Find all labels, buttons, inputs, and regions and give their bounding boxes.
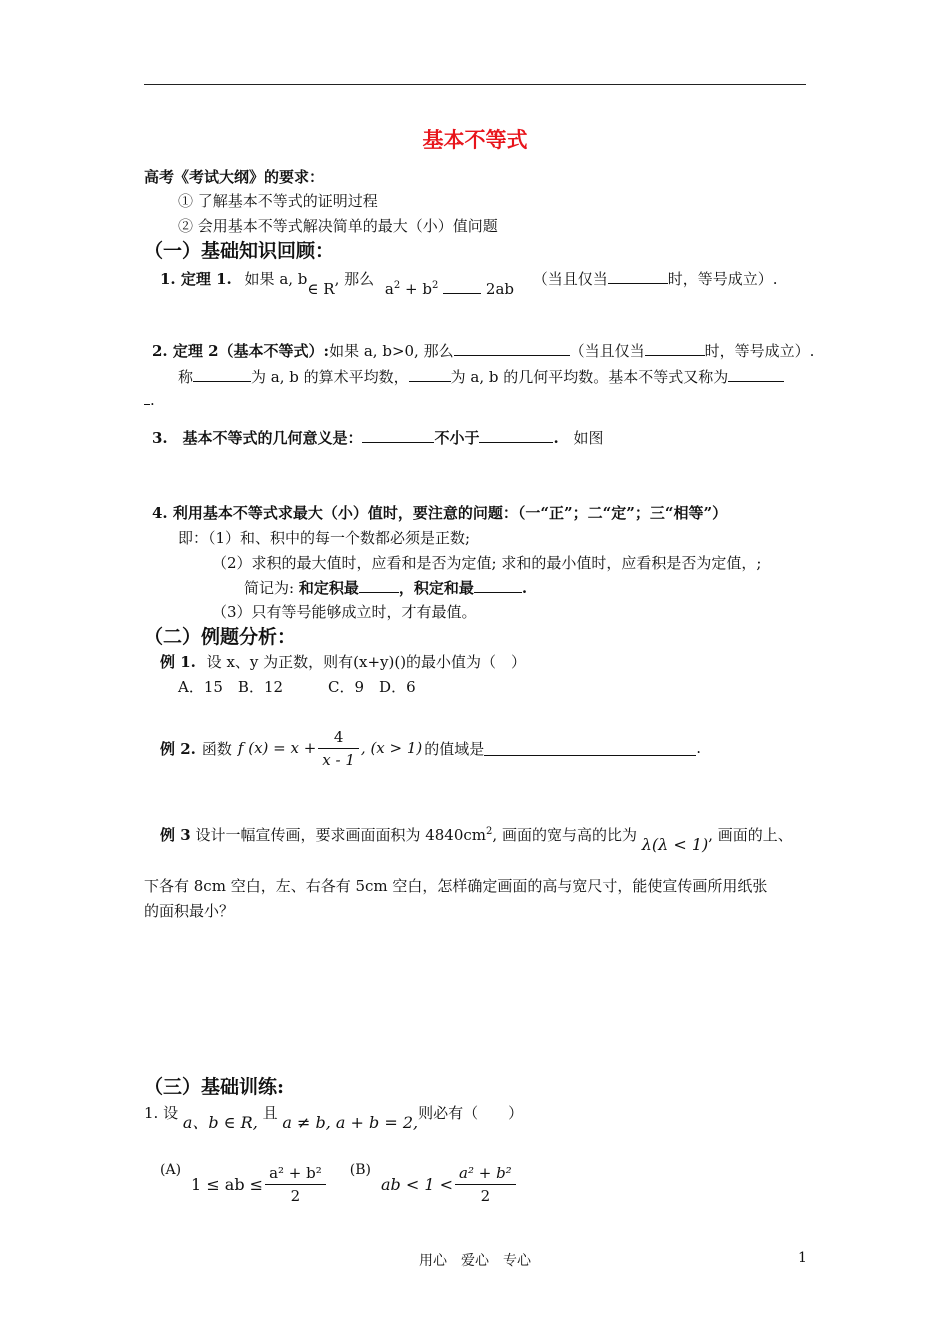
page-title: 基本不等式 — [422, 127, 528, 152]
example-1-options: A．15 B．12 C．9 D．6 — [178, 678, 416, 696]
answer-blank[interactable] — [362, 428, 434, 443]
theorem-2-line-3: . — [144, 390, 155, 409]
example-2-fraction: $\frac{4}{x - 1}$ — [318, 728, 359, 769]
example-2: 例 2. 函数 f (x) = x + $\frac{4}{x - 1}$ , (x > 1) 的值域是 . — [160, 727, 702, 769]
answer-blank[interactable] — [479, 428, 553, 443]
answer-blank[interactable] — [645, 341, 705, 356]
option-a-fraction: $\frac{\text{a² + b²}}{2}$ — [265, 1164, 326, 1205]
geometric-meaning: 3. 基本不等式的几何意义是： 不小于 . 如图 — [152, 429, 604, 447]
answer-blank[interactable] — [474, 578, 522, 593]
example-1: 例 1. 设 x、y 为正数，则有(x+y)()的最小值为（ ） — [160, 653, 527, 671]
answer-blank[interactable] — [443, 279, 481, 294]
example-3: 例 3 设计一幅宣传画，要求画面面积为 $4840cm^2$, 画面的宽与高的比为 λ(λ < 1), 画面的上、 — [160, 826, 793, 854]
theorem-2-line-2: 称 为 a, b 的算术平均数， 为 a, b 的几何平均数。基本不等式又称为 — [178, 366, 784, 387]
footer-motto: 用心 爱心 专心 — [419, 1253, 531, 1269]
note-line-3: 简记为: 和定积最 ，积定和最 . — [244, 579, 528, 597]
syllabus-item-2: ② 会用基本不等式解决简单的最大（小）值问题 — [178, 217, 498, 235]
section-heading-review: （一）基础知识回顾： — [144, 240, 335, 262]
practice-question-1: 1. 设 a、b ∈ R, 且 a ≠ b, a + b = 2,则必有（ ） — [144, 1104, 524, 1132]
syllabus-item-1: ① 了解基本不等式的证明过程 — [178, 192, 378, 210]
theorem-1-expression: $a^2 + b^2$ 2ab — [384, 280, 514, 298]
note-line-4: （3）只有等号能够成立时，才有最值。 — [212, 603, 477, 621]
syllabus-heading: 高考《考试大纲》的要求： — [144, 168, 325, 186]
answer-blank[interactable] — [484, 741, 696, 756]
answer-blank[interactable] — [359, 578, 399, 593]
answer-blank[interactable] — [454, 341, 570, 356]
option-b-fraction: $\frac{\text{a² + b²}}{2}$ — [455, 1164, 516, 1205]
section-heading-examples: （二）例题分析： — [144, 626, 297, 648]
theorem-2: 2. 定理 2（基本不等式）:如果 a, b>0, 那么 （当且仅当 时，等号成立）. — [152, 342, 815, 360]
answer-blank[interactable] — [728, 367, 784, 382]
note-line-1: 即：（1）和、积中的每一个数都必须是正数; — [178, 529, 471, 547]
answer-blank[interactable] — [409, 367, 451, 382]
note-heading: 4. 利用基本不等式求最大（小）值时，要注意的问题：（一“正”；二“定”；三“相等”） — [152, 504, 728, 522]
example-3-line-3: 的面积最小？ — [144, 902, 235, 920]
answer-blank[interactable] — [608, 269, 668, 284]
page-number: 1 — [798, 1250, 807, 1266]
section-heading-practice: （三）基础训练: — [144, 1076, 285, 1098]
answer-blank[interactable] — [193, 367, 251, 382]
example-3-line-2: 下各有 8cm 空白，左、右各有 5cm 空白，怎样确定画面的高与宽尺寸，能使宣传画所用纸张 — [144, 877, 768, 895]
header-rule — [144, 84, 806, 85]
practice-options: (A) 1 ≤ ab ≤ $\frac{\text{a² + b²}}{2}$ (B) ab < 1 < $\frac{\text{a² + b²}}{2}$ — [160, 1154, 518, 1214]
theorem-1: 1. 定理 1. 如果 a, b∈ R, 那么 $a^2 + b^2$ 2ab （当且仅当 时，等号成立）. — [160, 270, 778, 298]
note-line-2: （2）求积的最大值时，应看和是否为定值; 求和的最小值时，应看积是否为定值，; — [212, 554, 762, 572]
